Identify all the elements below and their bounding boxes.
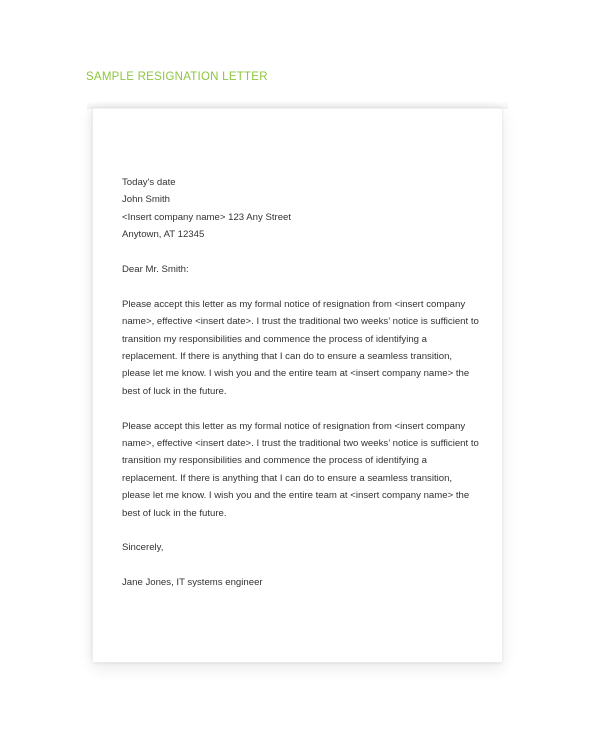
recipient-name: John Smith <box>122 194 170 206</box>
company-address-line: <Insert company name> 123 Any Street <box>122 211 292 223</box>
spacer-after-address <box>122 244 482 261</box>
spacer-before-closing <box>122 522 482 539</box>
date-line: Today's date <box>122 177 176 188</box>
document-paper <box>93 108 502 662</box>
signature-line: Jane Jones, IT systems engineer <box>122 577 263 589</box>
closing-line: Sincerely, <box>122 542 164 554</box>
spacer-before-signature <box>122 557 482 574</box>
letter-body <box>122 174 482 592</box>
salutation: Dear Mr. Smith: <box>122 264 189 276</box>
page-title: SAMPLE RESIGNATION LETTER <box>86 71 268 83</box>
spacer-between-paragraphs <box>122 400 482 417</box>
city-state-zip: Anytown, AT 12345 <box>122 229 205 241</box>
letterhead-address-block <box>122 174 482 244</box>
spacer-after-salutation <box>122 278 482 295</box>
letter-paragraph: Please accept this letter as my formal notice of resignation from <insert company name>, effective <insert date>. I trust the traditional two weeks’ notice is sufficient to transition my responsibilities and commence the process of identifying a replacement. If there is anything that I can do to ensure a seamless transition, please let me know. I wish you and the entire team at <insert company name> the best of luck in the future. <box>122 298 479 397</box>
letter-paragraph: Please accept this letter as my formal notice of resignation from <insert company name>, effective <insert date>. I trust the traditional two weeks’ notice is sufficient to transition my responsibilities and commence the process of identifying a replacement. If there is anything that I can do to ensure a seamless transition, please let me know. I wish you and the entire team at <insert company name> the best of luck in the future. <box>122 420 479 519</box>
